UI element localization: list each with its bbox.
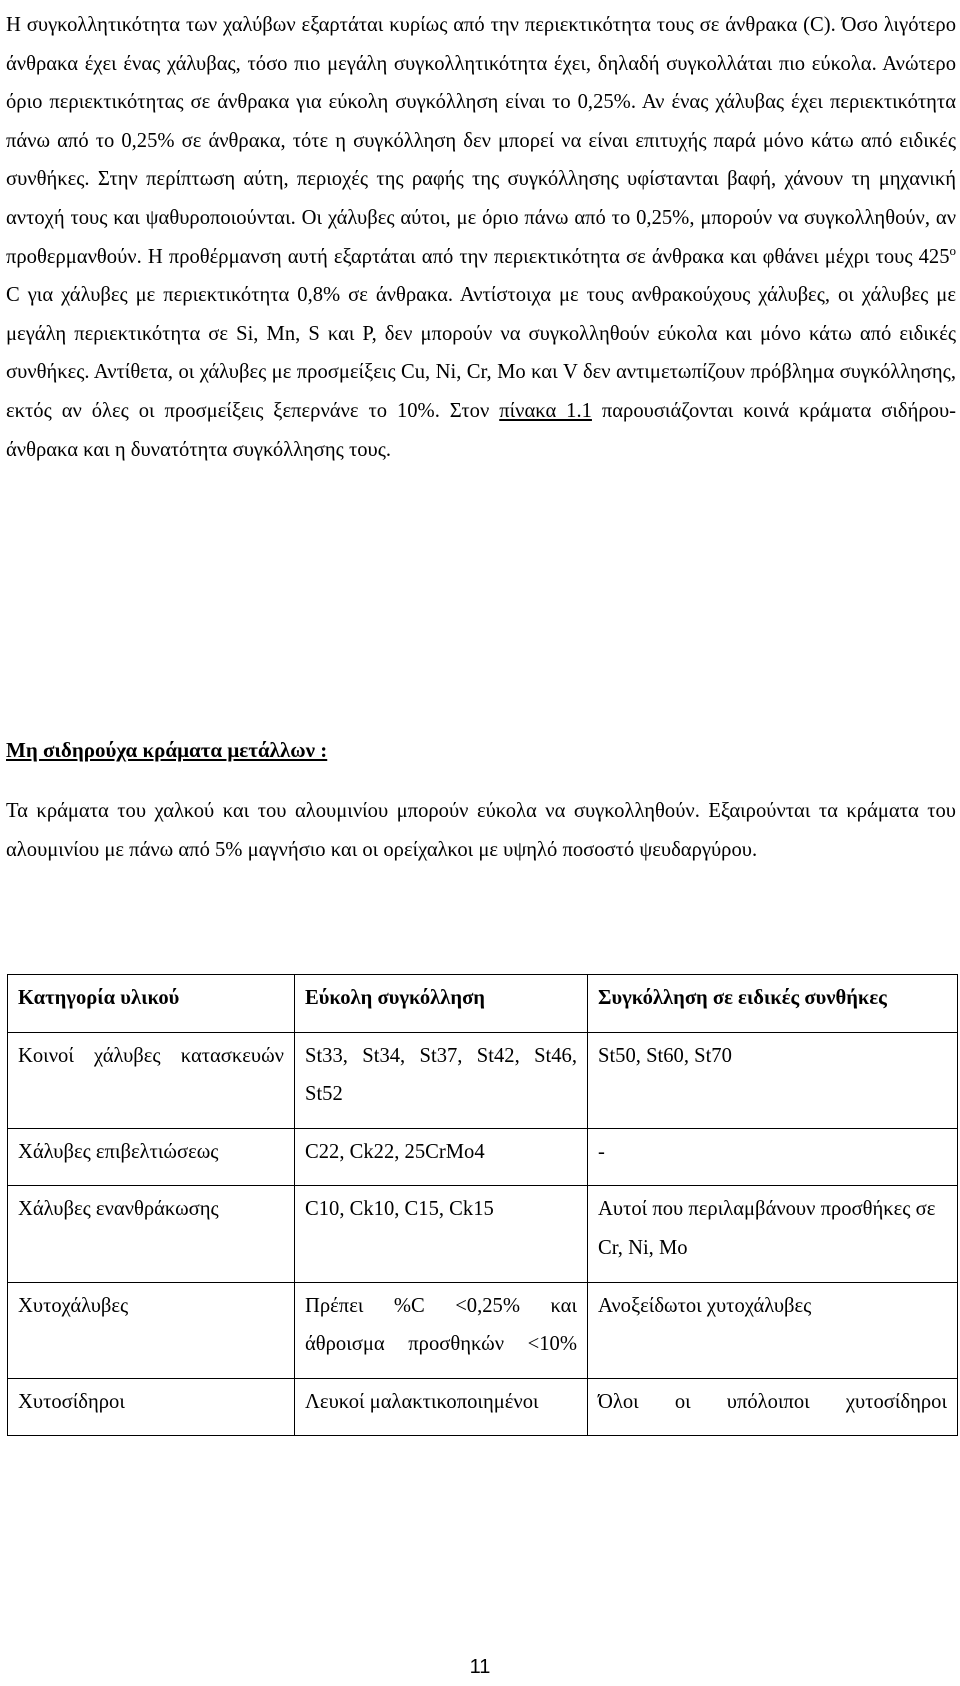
table-cell: Πρέπει %C <0,25% και άθροισμα προσθηκών <10% [295, 1282, 588, 1378]
table-row [8, 1378, 958, 1436]
intro-paragraph [6, 6, 956, 469]
table-cell: Χάλυβες ενανθράκωσης [8, 1186, 295, 1282]
table-cell: Λευκοί μαλακτικοποιημένοι [295, 1378, 588, 1436]
welding-table [7, 974, 958, 1436]
page-number: 11 [469, 1656, 491, 1678]
intro-text-2: C για χάλυβες με περιεκτικότητα 0,8% σε άνθρακα. Αντίστοιχα με τους ανθρακούχους χάλυβες, οι χάλυβες με μεγάλη περιεκτικότητα σε Si, Mn, S και P, δεν μπορούν να συγκολληθούν εύκολα και μόνο κάτω από ειδικές συνθήκες. Αντίθετα, οι χάλυβες με προσμείξεις Cu, Ni, Cr, Mo και V δεν αντιμετωπίζουν πρόβλημα συγκόλλησης, εκτός αν όλες οι προσμείξεις ξεπερνάνε το 10%. Στον [6, 284, 956, 422]
header-easy-welding: Εύκολη συγκόλληση [295, 975, 588, 1033]
table-cell: St33, St34, St37, St42, St46, St52 [295, 1032, 588, 1128]
table-cell: Αυτοί που περιλαμβάνουν προσθήκες σε Cr, Ni, Mo [588, 1186, 958, 1282]
table-cell: Χάλυβες επιβελτιώσεως [8, 1128, 295, 1186]
table-cell: C22, Ck22, 25CrMo4 [295, 1128, 588, 1186]
table-cell: Κοινοί χάλυβες κατασκευών [8, 1032, 295, 1128]
table-header-row [8, 975, 958, 1033]
table-cell: Όλοι οι υπόλοιποι χυτοσίδηροι [588, 1378, 958, 1436]
intro-text-3: παρουσιάζονται κοινά κράματα σιδήρου-άνθρακα και η δυνατότητα συγκόλλησης τους. [6, 399, 956, 461]
table-row [8, 1186, 958, 1282]
table-cell: Χυτοσίδηροι [8, 1378, 295, 1436]
degree-superscript: ο [949, 242, 956, 258]
table-cell: C10, Ck10, C15, Ck15 [295, 1186, 588, 1282]
table-row [8, 1282, 958, 1378]
table-row [8, 1128, 958, 1186]
table-row [8, 1032, 958, 1128]
table-cell: Χυτοχάλυβες [8, 1282, 295, 1378]
table-cell: St50, St60, St70 [588, 1032, 958, 1128]
section-heading: Μη σιδηρούχα κράματα μετάλλων : [6, 738, 328, 762]
table-reference-link[interactable]: πίνακα 1.1 [499, 399, 592, 422]
table-cell: - [588, 1128, 958, 1186]
header-category: Κατηγορία υλικού [8, 975, 295, 1033]
header-special-welding: Συγκόλληση σε ειδικές συνθήκες [588, 975, 958, 1033]
intro-text-1: Η συγκολλητικότητα των χαλύβων εξαρτάται κυρίως από την περιεκτικότητα τους σε άνθρακα (C). Όσο λιγότερο άνθρακα έχει ένας χάλυβας, τόσο πιο μεγάλη συγκολλητικότητα έχει, δηλαδή συγκολλάται πιο εύκολα. Ανώτερο όριο περιεκτικότητας σε άνθρακα για εύκολη συγκόλληση είναι το 0,25%. Αν ένας χάλυβας έχει περιεκτικότητα πάνω από το 0,25% σε άνθρακα, τότε η συγκόλληση δεν μπορεί να είναι επιτυχής παρά μόνο κάτω από ειδικές συνθήκες. Στην περίπτωση αύτη, περιοχές της ραφής της συγκόλλησης υφίστανται βαφή, χάνουν τη μηχανική αντοχή τους και ψαθυροποιούνται. Οι χάλυβες αύτοι, με όριο πάνω από το 0,25%, μπορούν να συγκολληθούν, αν προθερμανθούν. Η προθέρμανση αυτή εξαρτάται από την περιεκτικότητα σε άνθρακα και φθάνει μέχρι τους 425 [6, 14, 956, 268]
nonferrous-paragraph: Τα κράματα του χαλκού και του αλουμινίου μπορούν εύκολα να συγκολληθούν. Εξαιρούνται τα κράματα του αλουμινίου με πάνω από 5% μαγνήσιο και οι ορείχαλκοι με υψηλό ποσοστό ψευδαργύρου. [6, 800, 956, 861]
table-cell: Ανοξείδωτοι χυτοχάλυβες [588, 1282, 958, 1378]
